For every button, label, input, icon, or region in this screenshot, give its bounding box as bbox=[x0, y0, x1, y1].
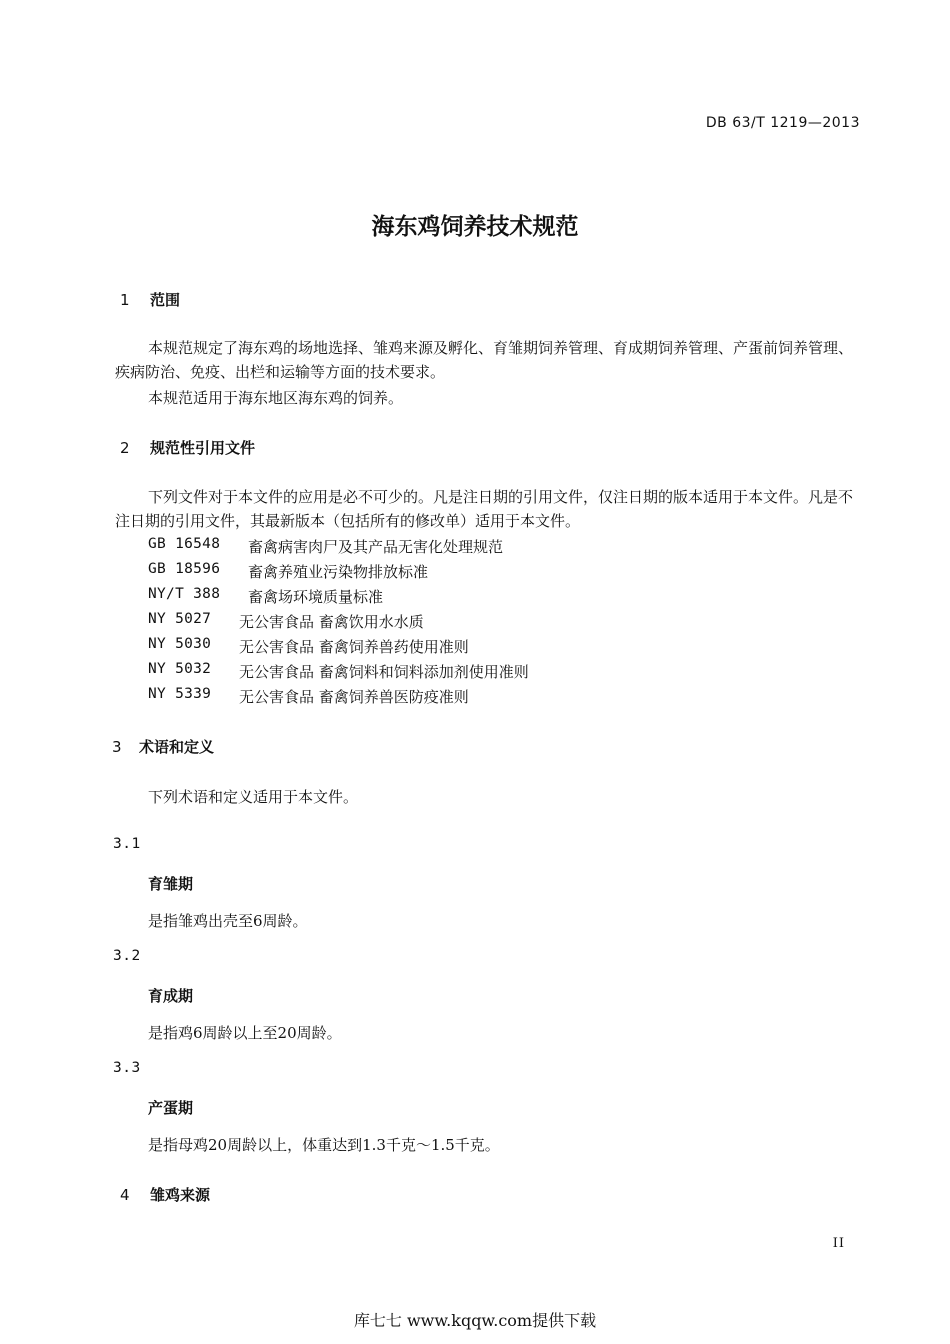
reference-code: NY 5030 bbox=[148, 636, 212, 652]
reference-title: 畜禽养殖业污染物排放标准 bbox=[248, 563, 429, 581]
page-title: 海东鸡饲养技术规范 bbox=[371, 214, 579, 240]
term: 产蛋期 bbox=[148, 1099, 194, 1117]
reference-code: NY 5027 bbox=[148, 611, 212, 627]
reference-code: GB 16548 bbox=[148, 536, 221, 552]
reference-title: 无公害食品 畜禽饲养兽医防疫准则 bbox=[239, 688, 469, 706]
download-footer: 库七七 www.kqqw.com提供下载 bbox=[353, 1311, 597, 1330]
section-number: 2 bbox=[120, 439, 130, 457]
section-title: 范围 bbox=[150, 291, 181, 309]
section-heading-3 bbox=[112, 736, 214, 757]
section-heading-1 bbox=[120, 289, 180, 310]
section-title: 规范性引用文件 bbox=[150, 439, 256, 457]
term: 育雏期 bbox=[148, 875, 194, 893]
term-definition: 是指母鸡20周龄以上，体重达到1.3千克～1.5千克。 bbox=[148, 1136, 500, 1154]
reference-title: 无公害食品 畜禽饮用水水质 bbox=[239, 613, 424, 631]
subsection-number: 3.3 bbox=[113, 1060, 141, 1076]
term-definition: 是指雏鸡出壳至6周龄。 bbox=[148, 912, 308, 930]
subsection-number: 3.1 bbox=[113, 836, 141, 852]
reference-code: GB 18596 bbox=[148, 561, 221, 577]
reference-code: NY/T 388 bbox=[148, 586, 221, 602]
document-code: DB 63/T 1219—2013 bbox=[705, 115, 860, 131]
page-number: II bbox=[832, 1236, 845, 1251]
section-heading-2 bbox=[120, 437, 255, 458]
section-number: 4 bbox=[120, 1186, 130, 1204]
paragraph: 下列术语和定义适用于本文件。 bbox=[148, 788, 359, 806]
section-heading-4 bbox=[120, 1184, 210, 1205]
reference-code: NY 5339 bbox=[148, 686, 212, 702]
paragraph: 本规范适用于海东地区海东鸡的饲养。 bbox=[148, 389, 404, 407]
term-definition: 是指鸡6周龄以上至20周龄。 bbox=[148, 1024, 342, 1042]
reference-title: 无公害食品 畜禽饲料和饲料添加剂使用准则 bbox=[239, 663, 529, 681]
reference-title: 畜禽场环境质量标准 bbox=[248, 588, 384, 606]
reference-title: 无公害食品 畜禽饲养兽药使用准则 bbox=[239, 638, 469, 656]
paragraph: 本规范规定了海东鸡的场地选择、雏鸡来源及孵化、育雏期饲养管理、育成期饲养管理、产蛋前饲养管理、疾病防治、免疫、出栏和运输等方面的技术要求。 bbox=[115, 339, 854, 381]
term: 育成期 bbox=[148, 987, 194, 1005]
subsection-number: 3.2 bbox=[113, 948, 141, 964]
section-title: 术语和定义 bbox=[139, 738, 215, 756]
section-number: 1 bbox=[120, 291, 130, 309]
reference-code: NY 5032 bbox=[148, 661, 212, 677]
reference-title: 畜禽病害肉尸及其产品无害化处理规范 bbox=[248, 538, 504, 556]
paragraph: 下列文件对于本文件的应用是必不可少的。凡是注日期的引用文件，仅注日期的版本适用于本文件。凡是不注日期的引用文件，其最新版本（包括所有的修改单）适用于本文件。 bbox=[115, 488, 854, 530]
section-title: 雏鸡来源 bbox=[150, 1186, 211, 1204]
section-number: 3 bbox=[112, 738, 122, 756]
